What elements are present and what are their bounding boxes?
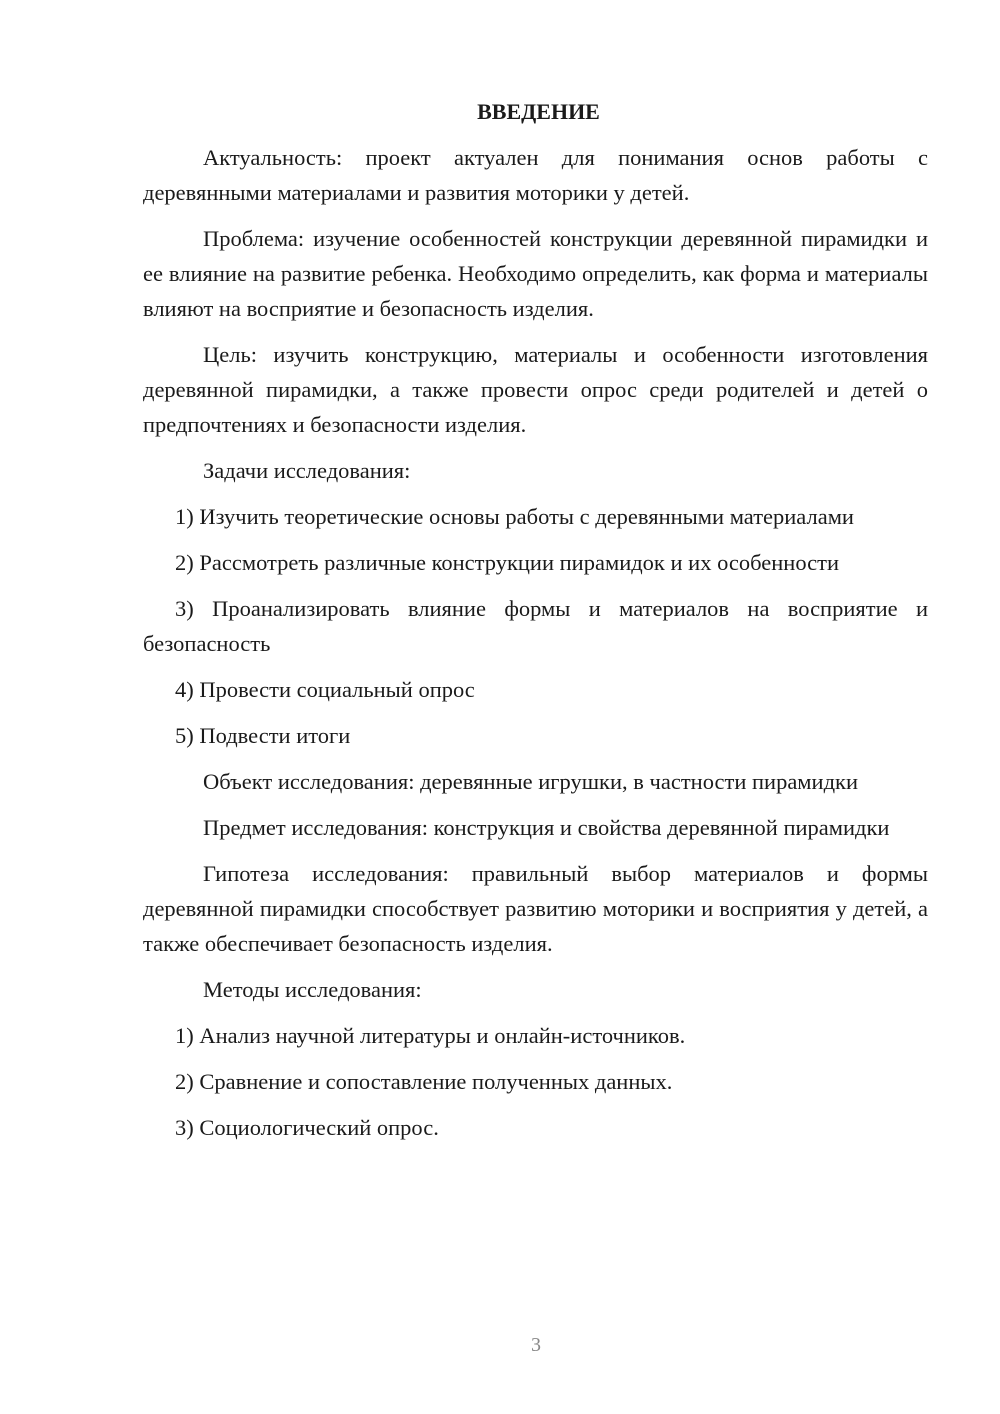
method-item: 1) Анализ научной литературы и онлайн-источников. bbox=[175, 1023, 686, 1048]
page-title: ВВЕДЕНИЕ bbox=[477, 99, 600, 124]
task-item: 1) Изучить теоретические основы работы с деревянными материалами bbox=[175, 504, 854, 529]
object-paragraph: Объект исследования: деревянные игрушки, в частности пирамидки bbox=[203, 769, 859, 794]
document-body bbox=[143, 94, 928, 1156]
task-item: 2) Рассмотреть различные конструкции пирамидок и их особенности bbox=[175, 550, 840, 575]
subject-paragraph: Предмет исследования: конструкция и свойства деревянной пирамидки bbox=[203, 815, 890, 840]
method-item: 2) Сравнение и сопоставление полученных данных. bbox=[175, 1069, 673, 1094]
goal-paragraph: Цель: изучить конструкцию, материалы и особенности изготовления деревянной пирамидки, а также провести опрос среди родителей и детей о предпочтениях и безопасности изделия. bbox=[143, 342, 928, 437]
hypothesis-paragraph: Гипотеза исследования: правильный выбор материалов и формы деревянной пирамидки способствует развитию моторики и восприятия у детей, а также обеспечивает безопасность изделия. bbox=[143, 861, 928, 956]
task-item: 3) Проанализировать влияние формы и материалов на восприятие и безопасность bbox=[143, 596, 928, 656]
task-item: 4) Провести социальный опрос bbox=[175, 677, 475, 702]
method-item: 3) Социологический опрос. bbox=[175, 1115, 439, 1140]
tasks-heading: Задачи исследования: bbox=[203, 458, 411, 483]
methods-heading: Методы исследования: bbox=[203, 977, 422, 1002]
problem-paragraph: Проблема: изучение особенностей конструкции деревянной пирамидки и ее влияние на развитие ребенка. Необходимо определить, как форма и материалы влияют на восприятие и безопасность изделия. bbox=[143, 226, 928, 321]
relevance-paragraph: Актуальность: проект актуален для понимания основ работы с деревянными материалами и развития моторики у детей. bbox=[143, 145, 928, 205]
task-item: 5) Подвести итоги bbox=[175, 723, 351, 748]
page-number: 3 bbox=[531, 1334, 541, 1356]
